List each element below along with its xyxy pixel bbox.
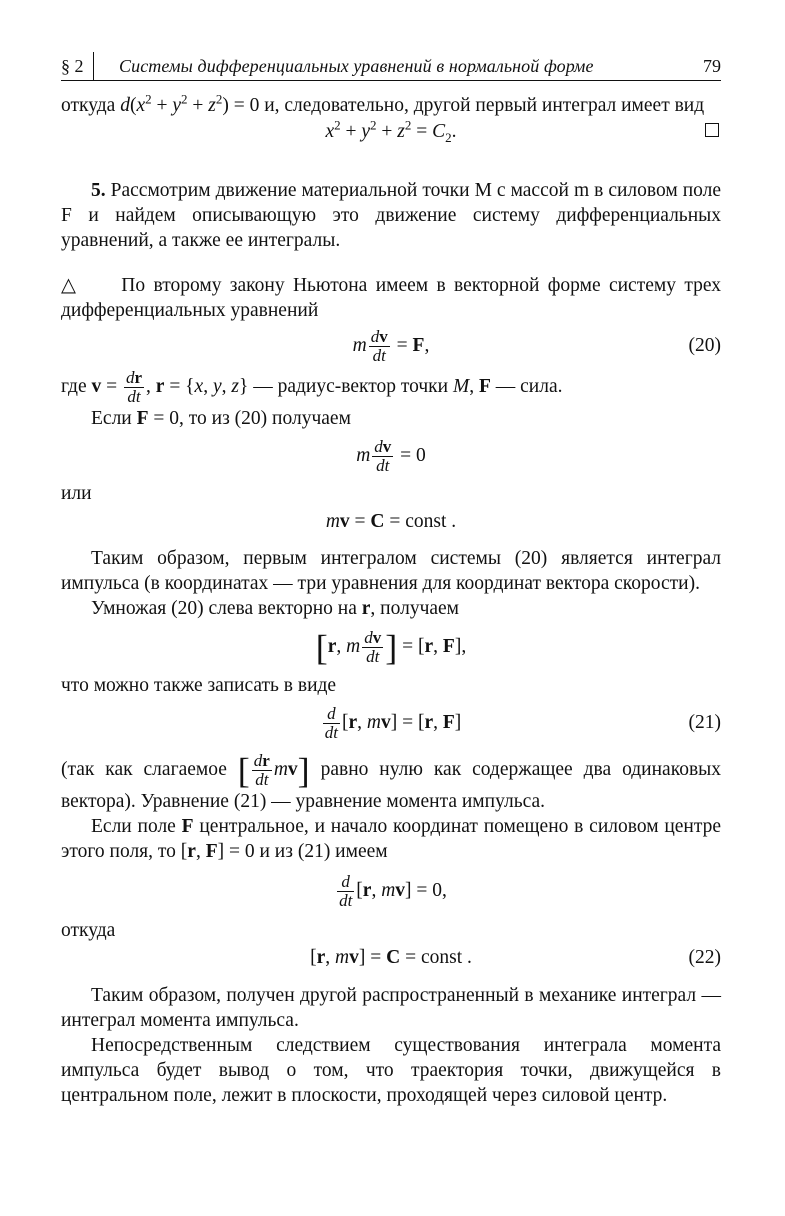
header-bracket (93, 52, 94, 80)
equation-21: $\frac{d}{dt}$ [r, mv] = [r, F] (21) (61, 698, 721, 748)
paragraph-multiply: Умножая (20) слева векторно на r, получаем (91, 598, 460, 619)
paragraph-where: где v = $\frac{dr}{dt}$ , r = {x, y, z} — радиус-вектор точки M, F — сила. (61, 368, 563, 406)
equation-dt-zero: $\frac{d}{dt}$ [r, mv] = 0, (339, 872, 447, 911)
paragraph-1: откуда $d(x^2 + y^2 + z^2) = 0$ и, следовательно, другой первый интеграл имеет вид (61, 91, 705, 116)
equation-momentum: mv = C = const . (325, 511, 457, 532)
item-5-paragraph: 5. Рассмотрим движение материальной точки M с массой m в силовом поле F и найдем описывающую это движение систему дифференциальных уравнений, а также ее интегралы. (61, 180, 722, 251)
page-number: 79 (703, 56, 721, 76)
equation-mdv-zero: m $\frac{dv}{dt}$ = 0 (356, 437, 426, 476)
equation-22-number: (22) (688, 947, 721, 968)
equation-21-number: (21) (688, 712, 721, 733)
section-number: § 2 (61, 56, 84, 76)
paragraph-angular-momentum: Таким образом, получен другой распространенный в механике интеграл — интеграл момента импульса. (61, 985, 721, 1031)
paragraph-also-write: что можно также записать в виде (61, 675, 337, 696)
chapter-title: Системы дифференциальных уравнений в нормальной форме (119, 56, 594, 76)
proof-start-triangle: △ (61, 275, 80, 296)
running-header (61, 52, 721, 81)
paragraph-if-f-zero: Если F = 0, то из (20) получаем (91, 408, 351, 429)
equation-22: [r, mv] = C = const . (22) (61, 943, 721, 973)
paragraph-since-term: (так как слагаемое [ $\frac{dr}{dt}$ mv] равно нулю как содержащее два одинаковых вектора). Уравнение (21) — уравнение момента импульса. (61, 750, 721, 812)
equation-20: m $\frac{dv}{dt}$ = F, (20) (61, 323, 721, 369)
equation-cross-product: [r, m $\frac{dv}{dt}$ ] = [r, F], (315, 627, 467, 668)
paragraph-whence: откуда (61, 920, 116, 941)
paragraph-momentum-integral: Таким образом, первым интегралом системы (20) является интеграл импульса (в координатах — три уравнения для координат вектора скорости). (61, 548, 721, 594)
equation-20-number: (20) (688, 335, 721, 356)
paragraph-or: или (61, 483, 92, 504)
item-number: 5. (91, 180, 106, 201)
paragraph-consequence: Непосредственным следствием существования интеграла момента импульса будет вывод о том, что траектория точки, движущейся в центральном поле, лежит в плоскости, проходящей через силовой центр. (61, 1035, 721, 1106)
qed-square (705, 118, 719, 146)
equation-c2: $x^2 + y^2 + z^2 = C_2$. (61, 118, 721, 146)
paragraph-newton: △ По второму закону Ньютона имеем в векторной форме систему трех дифференциальных уравнений (61, 275, 721, 321)
paragraph-central-field: Если поле F центральное, и начало координат помещено в силовом центре этого поля, то [r, F] = 0 и из (21) имеем (61, 816, 722, 862)
book-page (61, 52, 721, 1108)
